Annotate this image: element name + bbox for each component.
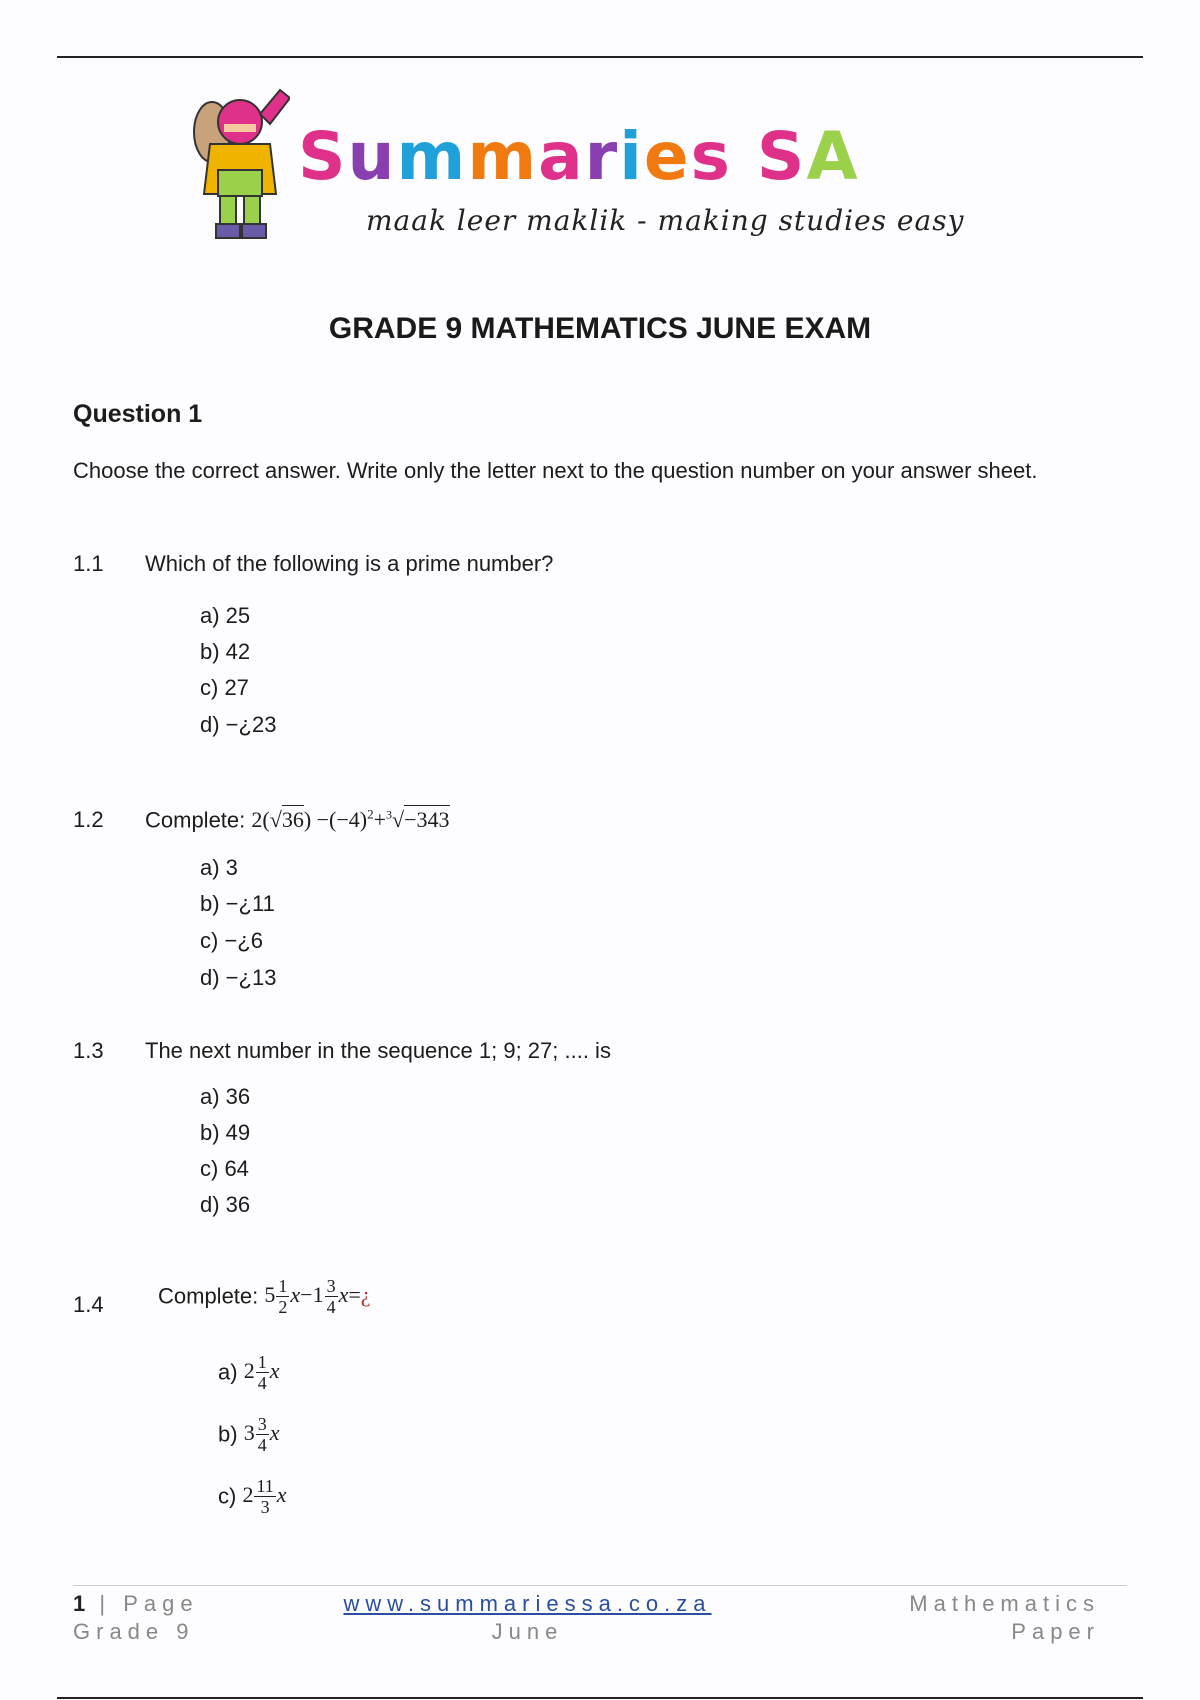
footer-center xyxy=(330,1590,725,1646)
answer-option: b) 49 xyxy=(200,1120,251,1145)
question-heading: Question 1 xyxy=(73,400,203,428)
logo-tagline: maak leer maklik - making studies easy xyxy=(366,204,965,237)
logo-wordmark: Summaries SA xyxy=(298,118,860,195)
answer-option: a) 2 $\frac{1}{4}$ x xyxy=(218,1352,280,1393)
stem-label: Complete: xyxy=(145,807,246,833)
answer-option: a) 3 xyxy=(200,855,238,880)
answer-option: d) 36 xyxy=(200,1192,251,1217)
website-link[interactable]: www.summariessa.co.za xyxy=(343,1591,712,1616)
footer-paper: Paper xyxy=(1011,1619,1100,1644)
answer-option: a) 25 xyxy=(200,603,251,628)
exam-title: GRADE 9 MATHEMATICS JUNE EXAM xyxy=(328,312,872,345)
answer-option: b) 42 xyxy=(200,639,251,664)
math-expression: 5 $\frac{1}{2}$ x−1 $\frac{3}{4}$ x=¿ xyxy=(264,1276,371,1317)
question-number: 1.4 xyxy=(73,1292,104,1317)
question-number: 1.3 xyxy=(73,1038,104,1063)
top-rule xyxy=(57,56,1143,58)
answer-option: b) −¿11 xyxy=(200,891,275,916)
question-stem xyxy=(158,1276,371,1317)
answer-option: a) 36 xyxy=(200,1084,251,1109)
footer-left xyxy=(73,1590,199,1646)
page-number: 1 xyxy=(73,1591,88,1616)
answer-option: b) 3 $\frac{3}{4}$ x xyxy=(218,1414,280,1455)
answer-option: d) −¿23 xyxy=(200,712,277,737)
footer-subject: Mathematics xyxy=(909,1591,1100,1616)
answer-option: c) 64 xyxy=(200,1156,249,1181)
question-number: 1.1 xyxy=(73,551,104,576)
question-number: 1.2 xyxy=(73,807,104,832)
question-instruction: Choose the correct answer. Write only the letter next to the question number on your answer sheet. xyxy=(73,458,1038,483)
answer-option: d) −¿13 xyxy=(200,965,277,990)
summaries-sa-logo xyxy=(190,84,1010,244)
footer-rule xyxy=(73,1585,1127,1586)
math-expression: $2(√36) -(-4)^2+^3√-343$ xyxy=(251,807,450,833)
question-stem: Which of the following is a prime number? xyxy=(145,551,554,576)
answer-option: c) 2 $\frac{11}{3}$ x xyxy=(218,1476,287,1517)
question-stem: The next number in the sequence 1; 9; 27; .... is xyxy=(145,1038,611,1063)
footer-right xyxy=(909,1590,1100,1646)
bottom-rule xyxy=(57,1697,1143,1699)
footer-grade: Grade 9 xyxy=(73,1619,195,1644)
mascot-icon xyxy=(190,84,290,244)
footer-month: June xyxy=(491,1619,564,1644)
stem-label: Complete: xyxy=(158,1283,259,1309)
answer-option: c) 27 xyxy=(200,675,249,700)
answer-option: c) −¿6 xyxy=(200,928,263,953)
question-stem xyxy=(145,807,450,833)
page-label: | Page xyxy=(99,1591,199,1616)
